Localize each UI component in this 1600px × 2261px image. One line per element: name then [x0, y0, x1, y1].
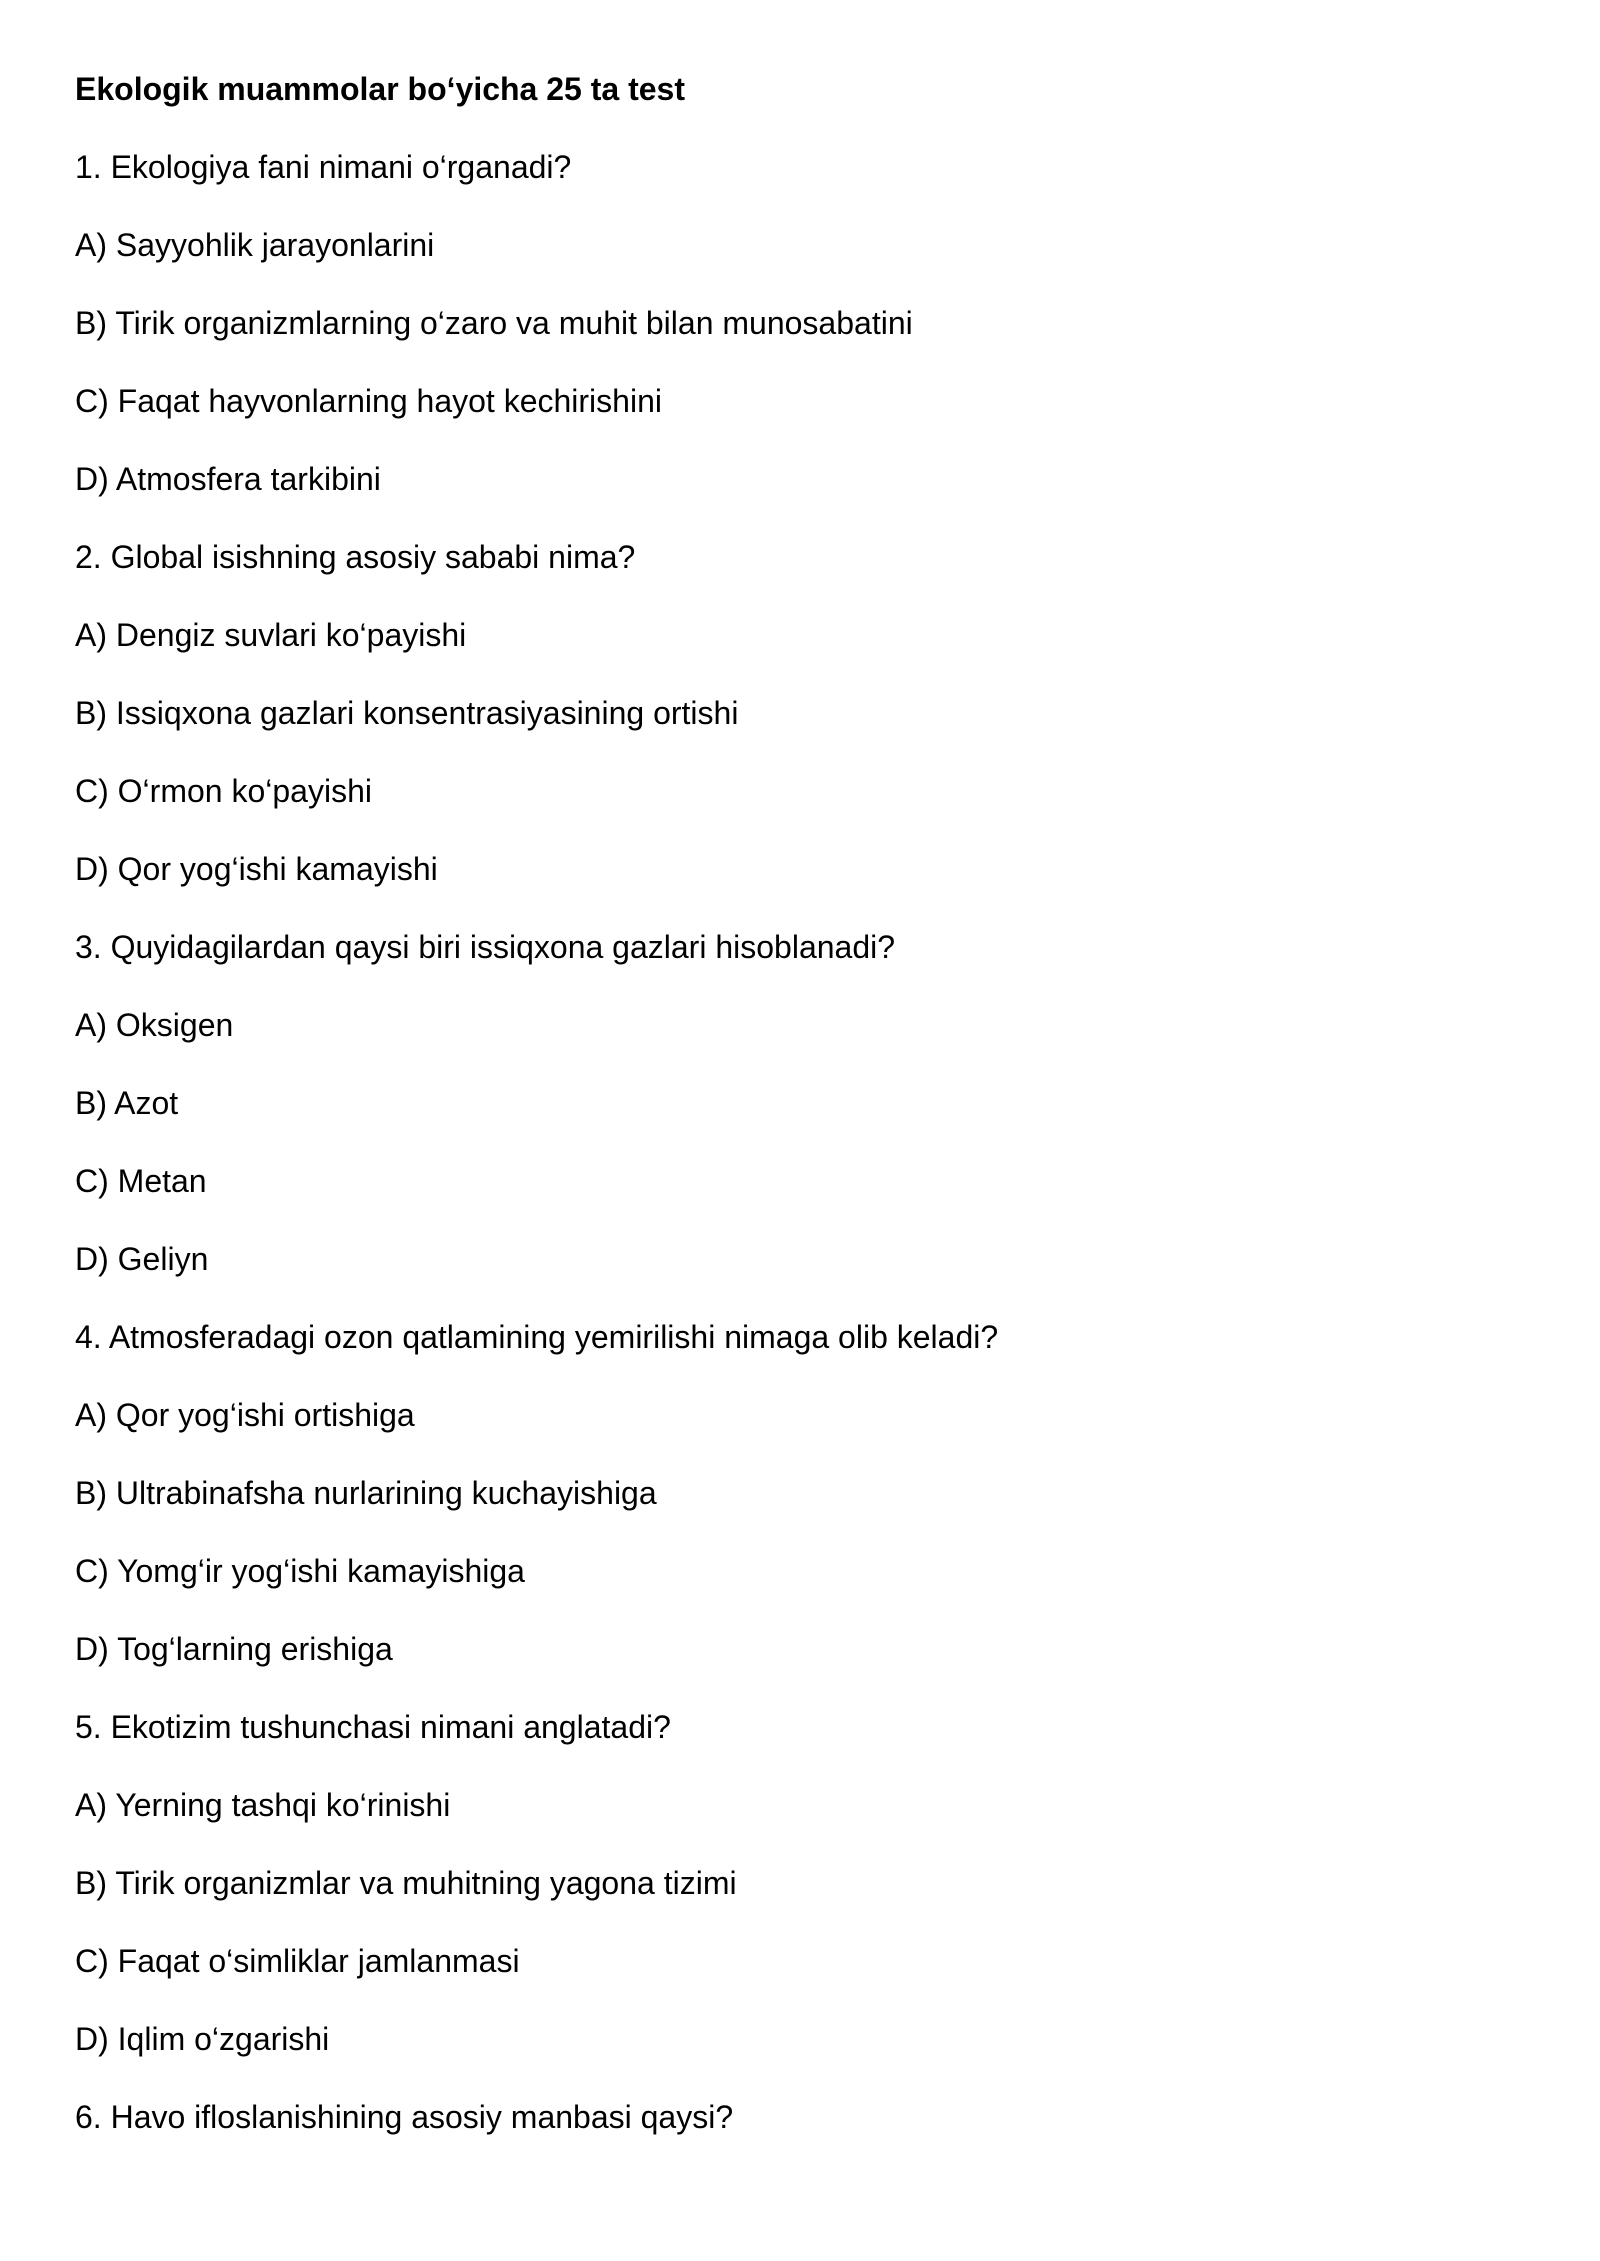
- answer-option-b: B) Issiqxona gazlari konsentrasiyasining ortishi: [75, 695, 739, 731]
- answer-option-b: B) Azot: [75, 1085, 179, 1121]
- answer-option-c: C) O‘rmon ko‘payishi: [75, 773, 372, 809]
- question-text: 5. Ekotizim tushunchasi nimani anglatadi?: [75, 1709, 671, 1745]
- question-block-3: [75, 928, 1525, 1278]
- answer-option-a: A) Sayyohlik jarayonlarini: [75, 227, 435, 263]
- answer-option-d: D) Tog‘larning erishiga: [75, 1631, 393, 1667]
- answer-option-a: A) Dengiz suvlari ko‘payishi: [75, 617, 467, 653]
- answer-option-c: C) Faqat o‘simliklar jamlanmasi: [75, 1943, 520, 1979]
- question-block-4: [75, 1318, 1525, 1668]
- answer-option-d: D) Atmosfera tarkibini: [75, 461, 381, 497]
- question-block-2: [75, 538, 1525, 888]
- document-page: [75, 70, 1525, 2176]
- answer-option-a: A) Qor yog‘ishi ortishiga: [75, 1397, 415, 1433]
- question-text: 6. Havo ifloslanishining asosiy manbasi qaysi?: [75, 2099, 734, 2135]
- answer-option-d: D) Iqlim o‘zgarishi: [75, 2021, 330, 2057]
- answer-option-c: C) Faqat hayvonlarning hayot kechirishini: [75, 383, 662, 419]
- answer-option-b: B) Tirik organizmlarning o‘zaro va muhit bilan munosabatini: [75, 305, 913, 341]
- answer-option-d: D) Geliyn: [75, 1241, 209, 1277]
- answer-option-b: B) Ultrabinafsha nurlarining kuchayishiga: [75, 1475, 657, 1511]
- answer-option-c: C) Metan: [75, 1163, 207, 1199]
- question-text: 4. Atmosferadagi ozon qatlamining yemirilishi nimaga olib keladi?: [75, 1319, 999, 1355]
- question-text: 2. Global isishning asosiy sababi nima?: [75, 539, 636, 575]
- question-text: 3. Quyidagilardan qaysi biri issiqxona gazlari hisoblanadi?: [75, 929, 896, 965]
- answer-option-c: C) Yomg‘ir yog‘ishi kamayishiga: [75, 1553, 525, 1589]
- answer-option-a: A) Oksigen: [75, 1007, 234, 1043]
- question-text: 1. Ekologiya fani nimani o‘rganadi?: [75, 149, 572, 185]
- question-block-6: [75, 2098, 1525, 2136]
- answer-option-a: A) Yerning tashqi ko‘rinishi: [75, 1787, 451, 1823]
- answer-option-d: D) Qor yog‘ishi kamayishi: [75, 851, 438, 887]
- document-title: Ekologik muammolar bo‘yicha 25 ta test: [75, 71, 685, 107]
- question-block-1: [75, 148, 1525, 498]
- answer-option-b: B) Tirik organizmlar va muhitning yagona tizimi: [75, 1865, 737, 1901]
- question-block-5: [75, 1708, 1525, 2058]
